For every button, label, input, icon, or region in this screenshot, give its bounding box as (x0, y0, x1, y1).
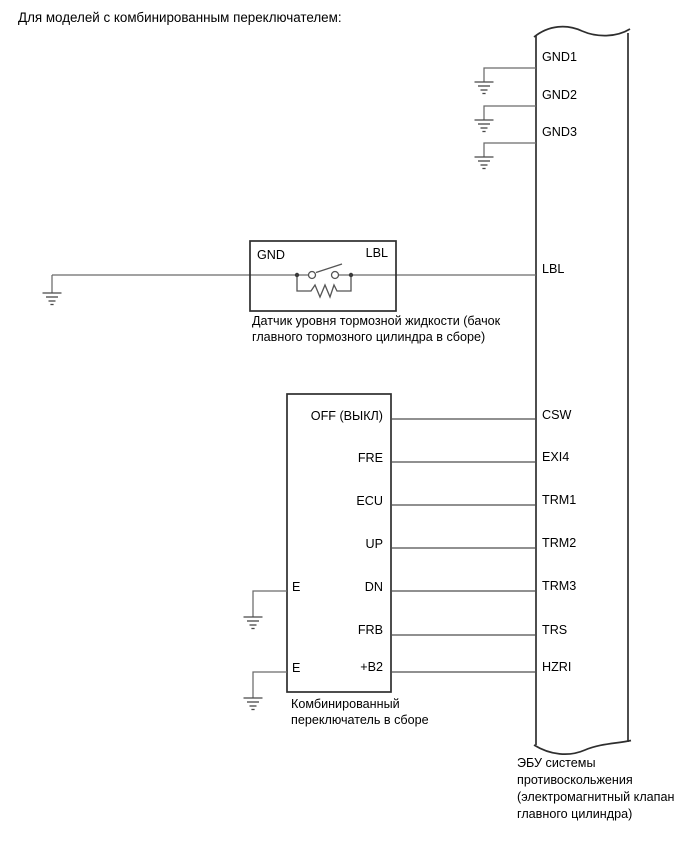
ecu-caption-line: ЭБУ системы (517, 756, 596, 770)
ecu-pin-gnd1: GND1 (542, 50, 577, 64)
ground-icon (475, 157, 494, 169)
ecu-caption-line: (электромагнитный клапан (517, 790, 675, 804)
switch-pin-fre: FRE (357, 451, 383, 465)
resistor-icon (297, 275, 351, 297)
sensor-caption-line: главного тормозного цилиндра в сборе) (252, 330, 486, 344)
ground-icon (475, 82, 494, 94)
ecu-pin-exi4: EXI4 (542, 450, 570, 464)
junction-dot (295, 273, 299, 277)
ecu-pin-gnd2: GND2 (542, 88, 577, 102)
ground-icon (244, 698, 263, 710)
switch-blade-icon (316, 264, 342, 273)
switch-contact-icon (332, 272, 339, 279)
switch-pin-frb: FRB (357, 623, 383, 637)
ecu-pin-csw: CSW (542, 408, 572, 422)
ecu-caption-line: главного цилиндра) (517, 807, 633, 821)
ecu-pin-trs: TRS (542, 623, 568, 637)
ecu-caption (517, 756, 675, 821)
sensor-pin-gnd: GND (257, 248, 285, 262)
combination-switch (244, 394, 429, 727)
wire-e2-ground (253, 672, 287, 698)
ecu-box-bottom-tear (534, 741, 631, 755)
combination-switch-caption (291, 697, 429, 727)
ecu-ground-leads (475, 68, 537, 169)
switch-to-ecu-wires (391, 419, 536, 672)
switch-caption-line: Комбинированный (291, 697, 400, 711)
switch-pin-b2: +B2 (360, 660, 383, 674)
switch-pin-dn: DN (364, 580, 383, 594)
diagram-title: Для моделей с комбинированным переключателем: (18, 10, 342, 25)
switch-contact-icon (309, 272, 316, 279)
switch-pin-ecu: ECU (356, 494, 383, 508)
ecu-pin-gnd3: GND3 (542, 125, 577, 139)
ground-icon (43, 293, 62, 305)
sensor-caption-line: Датчик уровня тормозной жидкости (бачок (252, 314, 501, 328)
ecu-caption-line: противоскольжения (517, 773, 633, 787)
ecu-pin-trm2: TRM2 (542, 536, 577, 550)
wire-e1-ground (253, 591, 287, 617)
junction-dot (349, 273, 353, 277)
ecu-pin-trm3: TRM3 (542, 579, 577, 593)
brake-fluid-level-sensor (43, 241, 537, 344)
wire-gnd2 (484, 106, 536, 120)
ecu-module (517, 27, 675, 821)
wire-gnd1 (484, 68, 536, 82)
ecu-box-top-tear (534, 27, 630, 37)
ground-icon (475, 120, 494, 132)
ecu-pin-hzri: HZRI (542, 660, 572, 674)
switch-caption-line: переключатель в сборе (291, 713, 429, 727)
ecu-pin-trm1: TRM1 (542, 493, 577, 507)
switch-pin-up: UP (365, 537, 383, 551)
ground-icon (244, 617, 263, 629)
sensor-pin-lbl: LBL (365, 246, 388, 260)
switch-pin-e1: E (292, 580, 301, 594)
switch-pin-e2: E (292, 661, 301, 675)
sensor-caption (252, 314, 501, 344)
switch-pin-off: OFF (ВЫКЛ) (310, 409, 383, 423)
wire-gnd3 (484, 143, 536, 157)
ecu-pin-lbl: LBL (542, 262, 565, 276)
